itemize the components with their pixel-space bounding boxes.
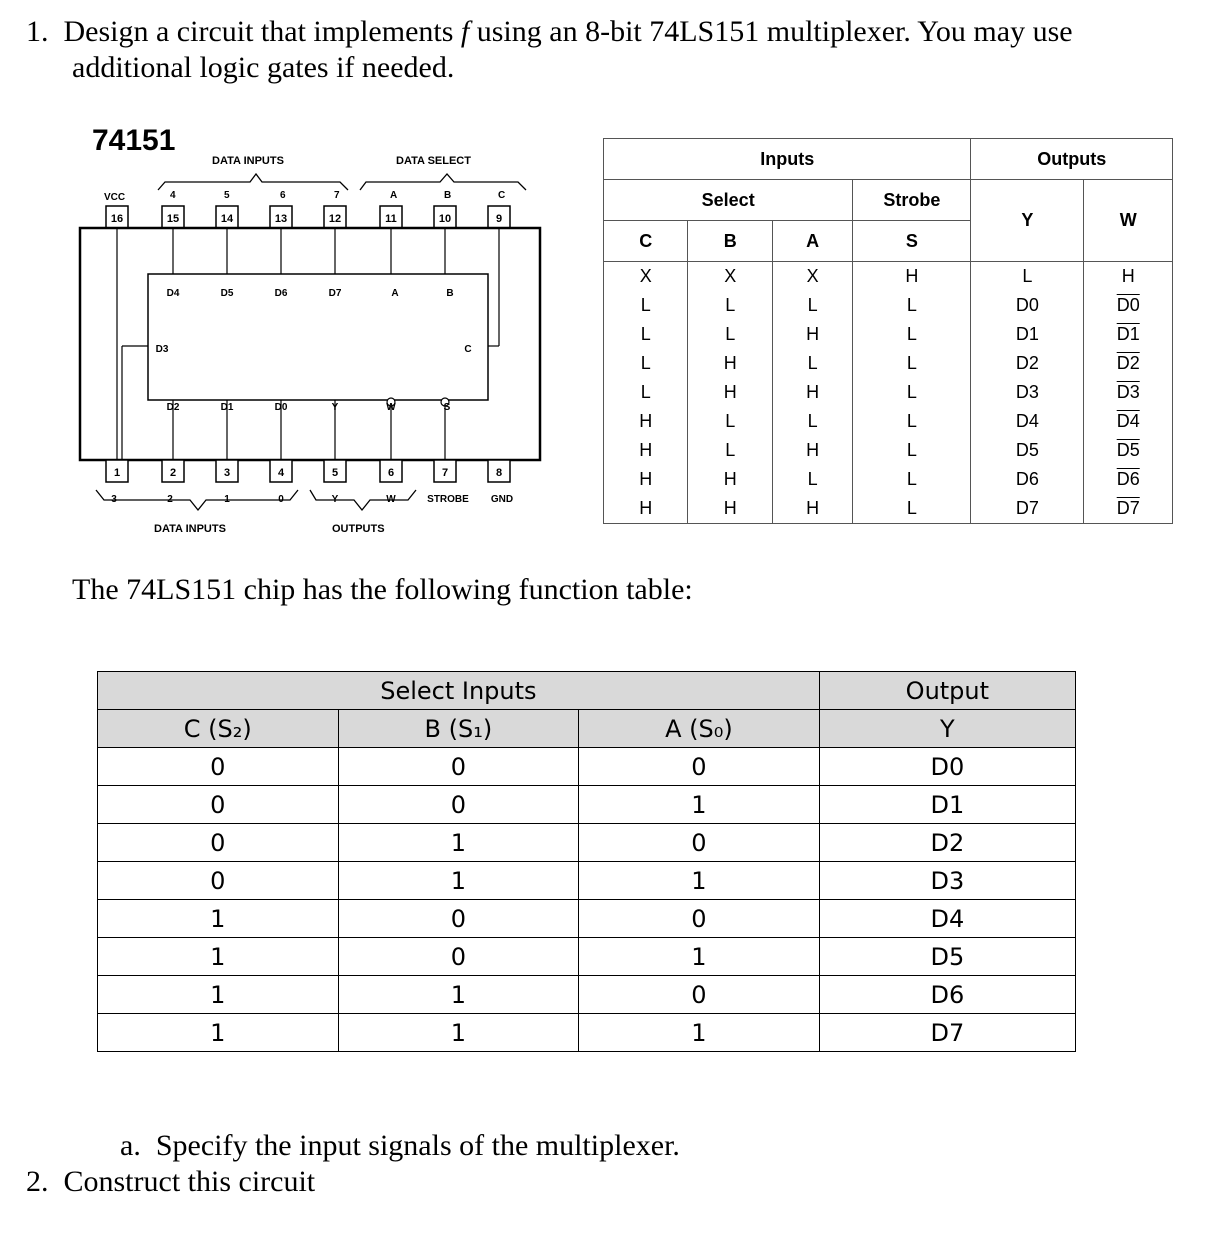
top-func-6: 6: [280, 190, 286, 201]
bottom-func-3: 3: [111, 494, 117, 505]
cell-y: D0: [971, 291, 1084, 320]
table-row: [98, 976, 1076, 1014]
part-a-label: a.: [120, 1129, 141, 1162]
pin-num-4: 4: [277, 467, 285, 479]
c-header: C: [604, 221, 688, 262]
cell-y: D5: [971, 436, 1084, 465]
top-data-inputs-label: DATA INPUTS: [212, 155, 284, 167]
cell-y: D7: [971, 494, 1084, 524]
cell-b: H: [688, 378, 772, 407]
bottom-func-w: W: [386, 494, 396, 505]
cell-w: D1: [1084, 320, 1173, 349]
pin-num-16: 16: [110, 213, 124, 225]
top-func-b: B: [444, 190, 452, 201]
cell-y: D2: [819, 824, 1075, 862]
cell-c: 0: [98, 862, 339, 900]
cell-c: X: [604, 262, 688, 292]
cell-b: L: [688, 320, 772, 349]
cell-s: L: [853, 436, 971, 465]
a-s0-header: A (S₀): [579, 710, 820, 748]
cell-y: D6: [819, 976, 1075, 1014]
cell-c: 1: [98, 900, 339, 938]
cell-y: D0: [819, 748, 1075, 786]
inner-a: A: [391, 288, 399, 299]
bottom-func-0: 0: [278, 494, 284, 505]
inner-d4: D4: [166, 288, 180, 299]
cell-b: L: [688, 291, 772, 320]
top-func-7: 7: [334, 190, 340, 201]
bottom-data-inputs-label: DATA INPUTS: [154, 523, 226, 535]
vcc-label: VCC: [104, 192, 126, 203]
cell-s: L: [853, 320, 971, 349]
inner-w: W: [386, 402, 396, 413]
cell-y: D4: [819, 900, 1075, 938]
function-table-row: [604, 349, 1173, 378]
pin-num-5: 5: [331, 467, 339, 479]
cell-b: X: [688, 262, 772, 292]
cell-b: 1: [338, 862, 579, 900]
bottom-pin-numbers: [114, 467, 502, 479]
cell-b: 1: [338, 1014, 579, 1052]
inputs-header: Inputs: [604, 139, 971, 180]
gnd-label: GND: [490, 494, 514, 505]
cell-s: L: [853, 465, 971, 494]
question-1-line-2: additional logic gates if needed.: [72, 51, 455, 84]
cell-b: H: [688, 465, 772, 494]
cell-w: D2: [1084, 349, 1173, 378]
select-header: Select: [604, 180, 853, 221]
question-2: [26, 1164, 315, 1200]
question-1-line-1: [26, 14, 1073, 50]
inner-d5: D5: [220, 288, 234, 299]
pin-num-14: 14: [220, 213, 234, 225]
inner-d6: D6: [274, 288, 288, 299]
top-func-c: C: [498, 190, 506, 201]
cell-b: H: [688, 494, 772, 524]
cell-a: L: [772, 349, 852, 378]
cell-a: H: [772, 320, 852, 349]
cell-a: 0: [579, 748, 820, 786]
cell-y: D5: [819, 938, 1075, 976]
cell-c: L: [604, 378, 688, 407]
cell-c: H: [604, 465, 688, 494]
top-func-a: A: [390, 190, 398, 201]
cell-s: L: [853, 349, 971, 378]
c-s2-header: C (S₂): [98, 710, 339, 748]
a-header: A: [772, 221, 852, 262]
cell-b: 0: [338, 786, 579, 824]
top-brace-inputs: [158, 174, 348, 190]
cell-c: L: [604, 320, 688, 349]
inner-b: B: [446, 288, 454, 299]
inner-d7: D7: [328, 288, 342, 299]
bottom-brace-inputs: [96, 490, 298, 510]
w-header: W: [1084, 180, 1173, 262]
pin-num-10: 10: [438, 213, 452, 225]
bottom-func-2: 2: [167, 494, 173, 505]
inner-s: S: [443, 402, 451, 413]
pin-num-6: 6: [387, 467, 395, 479]
inner-d0: D0: [274, 402, 288, 413]
part-a-text: Specify the input signals of the multiplexer.: [155, 1129, 680, 1162]
strobe-label: STROBE: [427, 494, 469, 505]
pin-num-3: 3: [223, 467, 231, 479]
cell-s: L: [853, 291, 971, 320]
pin-num-13: 13: [274, 213, 288, 225]
cell-b: L: [688, 436, 772, 465]
top-func-5: 5: [224, 190, 230, 201]
pin-num-9: 9: [495, 213, 503, 225]
inner-d1: D1: [220, 402, 234, 413]
inner-y: Y: [331, 402, 339, 413]
cell-s: L: [853, 378, 971, 407]
bottom-func-y: Y: [331, 494, 339, 505]
b-s1-header: B (S₁): [338, 710, 579, 748]
bottom-brace-outputs: [310, 490, 416, 510]
cell-s: H: [853, 262, 971, 292]
cell-a: L: [772, 465, 852, 494]
cell-w: D0: [1084, 291, 1173, 320]
table-row: [98, 824, 1076, 862]
cell-s: L: [853, 494, 971, 524]
table-row: [98, 748, 1076, 786]
table-row: [98, 1014, 1076, 1052]
cell-c: 1: [98, 938, 339, 976]
cell-s: L: [853, 407, 971, 436]
s-header: S: [853, 221, 971, 262]
chip-title: 74151: [92, 124, 176, 157]
cell-y: D4: [971, 407, 1084, 436]
pin-num-1: 1: [113, 467, 121, 479]
function-table: [603, 138, 1173, 524]
cell-c: L: [604, 349, 688, 378]
output-header: Output: [819, 672, 1075, 710]
cell-a: 0: [579, 824, 820, 862]
cell-c: L: [604, 291, 688, 320]
cell-y: L: [971, 262, 1084, 292]
cell-a: L: [772, 407, 852, 436]
cell-y: D1: [971, 320, 1084, 349]
b-header: B: [688, 221, 772, 262]
cell-w: D5: [1084, 436, 1173, 465]
top-pin-function-labels: [170, 190, 505, 201]
pin-num-12: 12: [328, 213, 342, 225]
function-table-row: [604, 465, 1173, 494]
question-1-text-b: using an 8-bit 74LS151 multiplexer. You may use: [476, 15, 1073, 48]
table-row: [98, 900, 1076, 938]
y-output-header: Y: [819, 710, 1075, 748]
inner-d3: D3: [155, 344, 169, 355]
pin-num-11: 11: [385, 213, 397, 225]
cell-a: 1: [579, 1014, 820, 1052]
cell-b: 0: [338, 900, 579, 938]
cell-w: D3: [1084, 378, 1173, 407]
cell-b: 0: [338, 748, 579, 786]
question-2-number: 2.: [26, 1165, 49, 1198]
function-table-row: [604, 494, 1173, 524]
strobe-header: Strobe: [853, 180, 971, 221]
cell-b: H: [688, 349, 772, 378]
bottom-outputs-label: OUTPUTS: [332, 523, 385, 535]
cell-y: D3: [819, 862, 1075, 900]
pin-num-15: 15: [166, 213, 180, 225]
cell-c: H: [604, 494, 688, 524]
bottom-func-1: 1: [224, 494, 230, 505]
top-brace-select: [360, 174, 526, 190]
cell-b: 1: [338, 824, 579, 862]
function-table-row: [604, 320, 1173, 349]
cell-y: D7: [819, 1014, 1075, 1052]
table-row: [98, 862, 1076, 900]
cell-a: 1: [579, 786, 820, 824]
table-row: [98, 938, 1076, 976]
cell-a: X: [772, 262, 852, 292]
cell-y: D3: [971, 378, 1084, 407]
select-inputs-table: [97, 671, 1076, 1052]
cell-w: D4: [1084, 407, 1173, 436]
cell-a: 0: [579, 900, 820, 938]
pin-num-2: 2: [169, 467, 177, 479]
inner-labels: [156, 288, 472, 413]
question-2-text: Construct this circuit: [63, 1165, 316, 1198]
cell-b: L: [688, 407, 772, 436]
cell-w: D7: [1084, 494, 1173, 524]
top-data-select-label: DATA SELECT: [396, 155, 471, 167]
cell-b: 0: [338, 938, 579, 976]
outputs-header: Outputs: [971, 139, 1173, 180]
top-func-4: 4: [170, 190, 176, 201]
function-table-row: [604, 262, 1173, 292]
function-table-row: [604, 407, 1173, 436]
question-1-number: 1.: [26, 15, 49, 48]
inner-d2: D2: [166, 402, 180, 413]
pin-num-7: 7: [441, 467, 449, 479]
y-header: Y: [971, 180, 1084, 262]
cell-c: H: [604, 407, 688, 436]
cell-a: 0: [579, 976, 820, 1014]
part-a: [120, 1128, 680, 1164]
function-table-row: [604, 291, 1173, 320]
top-pin-numbers: [111, 213, 502, 225]
intro-sentence: The 74LS151 chip has the following function table:: [72, 573, 693, 606]
function-symbol: f: [460, 15, 470, 48]
cell-w: D6: [1084, 465, 1173, 494]
bottom-pins: [106, 460, 510, 482]
pin-num-8: 8: [495, 467, 503, 479]
cell-y: D6: [971, 465, 1084, 494]
cell-y: D1: [819, 786, 1075, 824]
function-table-row: [604, 378, 1173, 407]
cell-a: L: [772, 291, 852, 320]
chip-74151-diagram: [70, 110, 550, 540]
inner-c: C: [464, 344, 472, 355]
cell-a: H: [772, 378, 852, 407]
chip-leads: [117, 228, 499, 460]
cell-c: H: [604, 436, 688, 465]
function-table-row: [604, 436, 1173, 465]
question-1-text-a: Design a circuit that implements: [63, 15, 454, 48]
cell-c: 0: [98, 786, 339, 824]
cell-a: H: [772, 494, 852, 524]
cell-a: H: [772, 436, 852, 465]
cell-a: 1: [579, 862, 820, 900]
table-row: [98, 786, 1076, 824]
cell-c: 1: [98, 1014, 339, 1052]
cell-c: 0: [98, 824, 339, 862]
cell-a: 1: [579, 938, 820, 976]
cell-c: 0: [98, 748, 339, 786]
cell-y: D2: [971, 349, 1084, 378]
chip-inner-block: [148, 274, 488, 400]
cell-b: 1: [338, 976, 579, 1014]
cell-w: H: [1084, 262, 1173, 292]
cell-c: 1: [98, 976, 339, 1014]
select-inputs-header: Select Inputs: [98, 672, 820, 710]
